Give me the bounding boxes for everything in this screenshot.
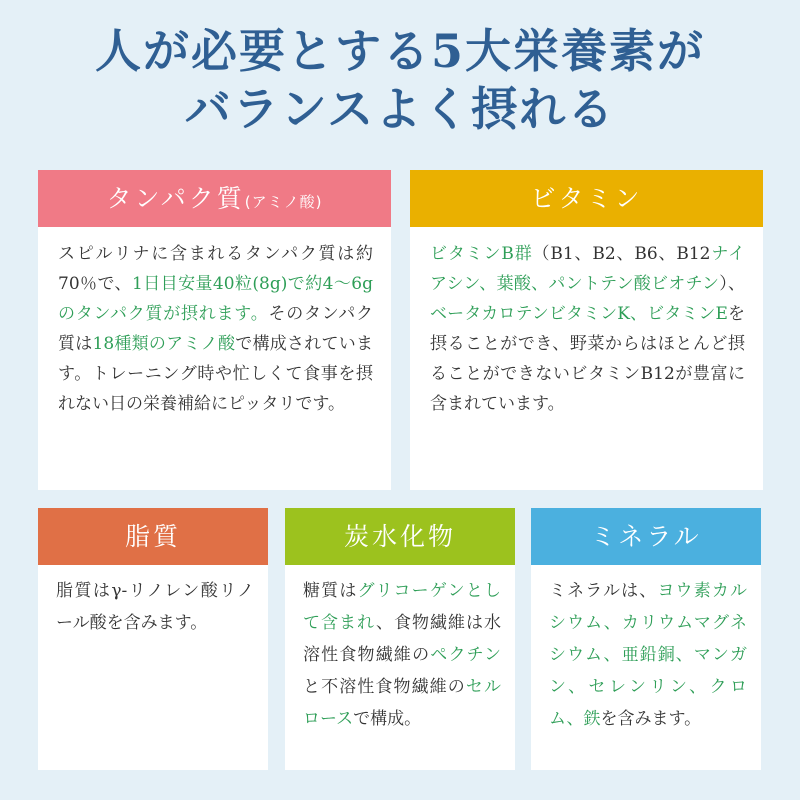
- vitamin-highlight-3: ベータカロテンビタミンK、ビタミンE: [430, 304, 728, 324]
- vitamin-text-1: （B1、B2、B6、B12: [532, 244, 711, 264]
- mineral-heading: ミネラル: [590, 522, 702, 551]
- protein-text-1: スピルリナに含まれるタンパク質は約70％で、: [58, 244, 373, 294]
- mineral-card-header: [531, 508, 761, 565]
- title-line-1: 人が必要とする5大栄養素が: [94, 24, 705, 78]
- vitamin-heading: ビタミン: [530, 184, 643, 213]
- mineral-text-2: を含みます。: [600, 709, 702, 729]
- protein-card-body: [38, 227, 391, 433]
- fat-card-header: [38, 508, 268, 565]
- fat-text: 脂質はγ-リノレン酸リノール酸を含みます。: [56, 581, 254, 633]
- vitamin-text-2: ）、: [719, 274, 745, 294]
- carb-text-2: 、食物繊維は水溶性食物繊維の: [303, 613, 501, 665]
- vitamin-highlight-2: ナイアシン、葉酸、パントテン酸ビオチン: [430, 244, 745, 294]
- carb-highlight-3: セルロース: [303, 677, 502, 729]
- protein-card: [38, 170, 391, 490]
- vitamin-card-header: [410, 170, 763, 227]
- protein-highlight-1: 1日目安量40粒(8g)で約4〜6gのタンパク質が摂れます。: [58, 274, 373, 324]
- protein-heading: タンパク質: [106, 184, 245, 213]
- carb-card-header: [285, 508, 515, 565]
- fat-card-body: [38, 565, 268, 649]
- carb-text-4: で構成。: [353, 709, 422, 729]
- vitamin-card: [410, 170, 763, 490]
- title-line-2: バランスよく摂れる: [184, 82, 616, 136]
- carb-card-body: [285, 565, 515, 745]
- protein-heading-sub: (アミノ酸): [244, 193, 323, 211]
- vitamin-highlight-1: ビタミンB群: [430, 244, 533, 264]
- vitamin-card-body: [410, 227, 763, 433]
- carb-heading: 炭水化物: [343, 522, 456, 551]
- fat-card: [38, 508, 268, 770]
- carb-card: [285, 508, 515, 770]
- carb-highlight-2: ペクチン: [430, 645, 501, 665]
- protein-card-header: [38, 170, 391, 227]
- carb-text-1: 糖質は: [303, 581, 358, 601]
- mineral-card: [531, 508, 761, 770]
- mineral-highlight-1: ヨウ素カルシウム、カリウムマグネシウム、亜鉛銅、マンガン、セレンリン、クロム、鉄: [549, 581, 747, 729]
- fat-heading: 脂質: [124, 522, 181, 551]
- page-title: [0, 22, 800, 138]
- protein-text-3: で構成されています。トレーニング時や忙しくて食事を摂れない日の栄養補給にピッタリです。: [58, 334, 373, 414]
- mineral-text-1: ミネラルは、: [549, 581, 658, 601]
- carb-text-3: と不溶性食物繊維の: [303, 677, 466, 697]
- mineral-card-body: [531, 565, 761, 745]
- vitamin-text-3: を摂ることができ、野菜からはほとんど摂ることができないビタミンB12が豊富に含まれています。: [430, 304, 746, 414]
- carb-highlight-1: グリコーゲンとして含まれ: [303, 581, 502, 633]
- protein-highlight-2: 18種類のアミノ酸: [92, 334, 236, 354]
- protein-text-2: そのタンパク質は: [58, 304, 374, 354]
